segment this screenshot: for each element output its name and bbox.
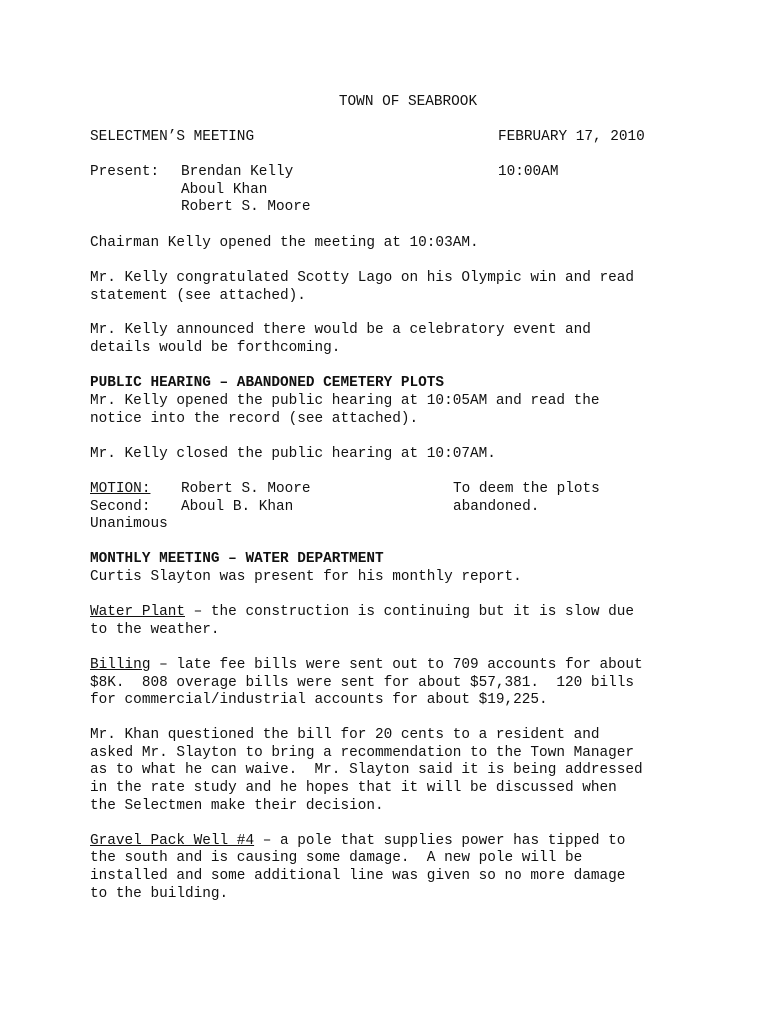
khan-paragraph-line: in the rate study and he hopes that it will be discussed when xyxy=(90,780,617,796)
present-label: Present: xyxy=(90,164,160,180)
congrats-line: statement (see attached). xyxy=(90,288,306,304)
khan-paragraph-line: Mr. Khan questioned the bill for 20 cents to a resident and xyxy=(90,727,600,743)
billing-line: $8K. 808 overage bills were sent for about $57,381. 120 bills xyxy=(90,675,635,691)
second-maker: Aboul B. Khan xyxy=(181,499,294,515)
gravel-well-text: – a pole that supplies power has tipped to xyxy=(254,833,626,849)
motion-maker: Robert S. Moore xyxy=(181,481,311,497)
meeting-name: SELECTMEN’S MEETING xyxy=(90,129,255,145)
water-plant-text: – the construction is continuing but it is slow due xyxy=(185,604,635,620)
motion-description: abandoned. xyxy=(453,499,540,515)
meeting-date: FEBRUARY 17, 2010 xyxy=(498,129,645,145)
celebration-line: details would be forthcoming. xyxy=(90,340,341,356)
gravel-well-line xyxy=(90,833,625,851)
opening-paragraph: Chairman Kelly opened the meeting at 10:03AM. xyxy=(90,235,479,251)
water-department-heading: MONTHLY MEETING – WATER DEPARTMENT xyxy=(90,551,384,567)
water-plant-line xyxy=(90,604,634,622)
member-name: Robert S. Moore xyxy=(181,199,311,215)
billing-line xyxy=(90,657,643,675)
gravel-well-line: installed and some additional line was given so no more damage xyxy=(90,868,626,884)
hearing-closed-line: Mr. Kelly closed the public hearing at 10:07AM. xyxy=(90,446,496,462)
gravel-well-label: Gravel Pack Well #4 xyxy=(90,833,255,849)
meeting-time: 10:00AM xyxy=(498,164,559,180)
motion-label: MOTION: xyxy=(90,481,151,497)
billing-label: Billing xyxy=(90,657,151,673)
vote-result: Unanimous xyxy=(90,516,168,532)
khan-paragraph-line: the Selectmen make their decision. xyxy=(90,798,384,814)
khan-paragraph-line: asked Mr. Slayton to bring a recommendation to the Town Manager xyxy=(90,745,635,761)
water-department-intro: Curtis Slayton was present for his monthly report. xyxy=(90,569,522,585)
celebration-line: Mr. Kelly announced there would be a celebratory event and xyxy=(90,322,591,338)
water-plant-line: to the weather. xyxy=(90,622,220,638)
hearing-opened-line: Mr. Kelly opened the public hearing at 10:05AM and read the xyxy=(90,393,600,409)
member-name: Brendan Kelly xyxy=(181,164,294,180)
water-plant-label: Water Plant xyxy=(90,604,185,620)
second-label: Second: xyxy=(90,499,151,515)
town-title: TOWN OF SEABROOK xyxy=(338,94,478,110)
member-name: Aboul Khan xyxy=(181,182,268,198)
congrats-line: Mr. Kelly congratulated Scotty Lago on his Olympic win and read xyxy=(90,270,635,286)
billing-text: – late fee bills were sent out to 709 accounts for about xyxy=(150,657,643,673)
khan-paragraph-line: as to what he can waive. Mr. Slayton said it is being addressed xyxy=(90,762,643,778)
gravel-well-line: to the building. xyxy=(90,886,229,902)
billing-line: for commercial/industrial accounts for about $19,225. xyxy=(90,692,548,708)
public-hearing-heading: PUBLIC HEARING – ABANDONED CEMETERY PLOTS xyxy=(90,375,445,391)
hearing-opened-line: notice into the record (see attached). xyxy=(90,411,419,427)
motion-description: To deem the plots xyxy=(453,481,600,497)
gravel-well-line: the south and is causing some damage. A new pole will be xyxy=(90,850,583,866)
